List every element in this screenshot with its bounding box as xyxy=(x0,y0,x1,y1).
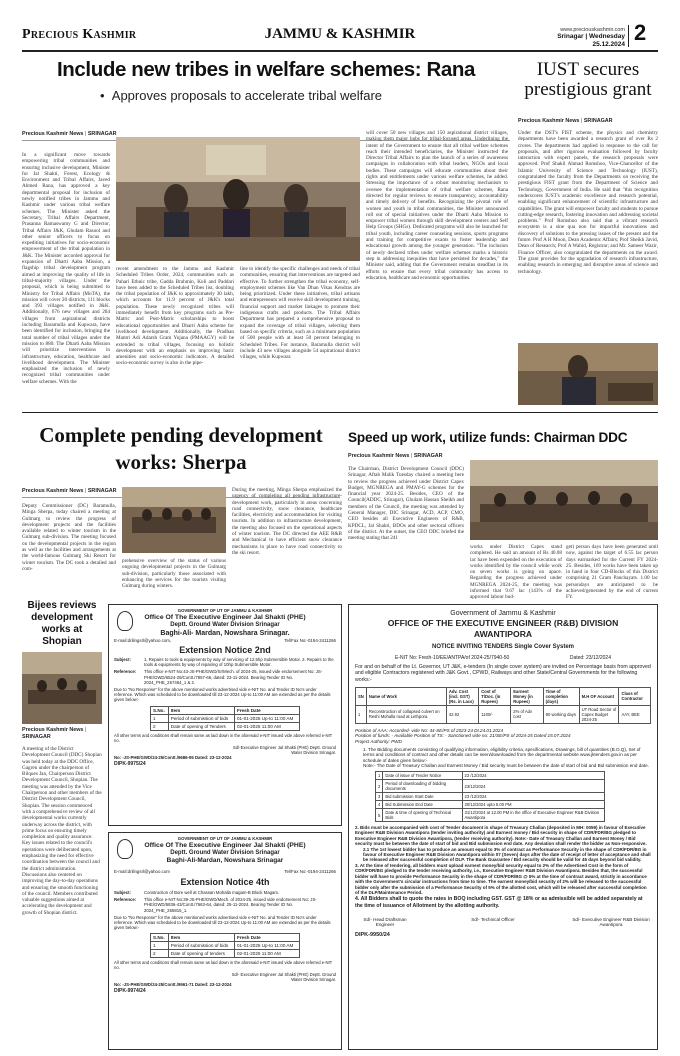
table-cell: 1 xyxy=(151,942,169,950)
meeting-photo-image xyxy=(116,137,360,261)
ad2-email: E-mail:drilingsrl@yahoo.com xyxy=(114,869,170,874)
table-cell: Period of submission of bids xyxy=(168,714,234,722)
byline-city: SRINAGAR xyxy=(583,118,613,124)
ad1-subject-row xyxy=(114,657,336,667)
ad3-enit: E-NIT No: Fresh-10/EE/ANTPA/of 2024-25/7940-50 xyxy=(395,655,510,661)
ad1-subject: 1. Repairs to tools & equipments by way of servicing of 12.5hp Submersible Motor. 2. Repairs to the tools & equipments by way of repairing of 10hp Submersible Motor. xyxy=(144,657,334,668)
table-row xyxy=(376,793,605,801)
ad3-list5: 4. All Bidders shall to quote the rates in BOQ including GST. GST @ 18% or as admissible will be added separately at the time of issuance of Allotment by the allotting authority. xyxy=(355,896,643,909)
ad1-title: Extension Notice 2nd xyxy=(179,645,271,655)
ad3-list2: 2. Bids must be accompanied with cost of Tender document in shape of Treasury Challan (deposited in MH: 0059) in favour of Executive Engineer R&B Division Awantipora (tender inviting authority) and Earnest money / Bid security in shape of CDR/FDR/BG pledged to Executive Engineer R&B Division Awantipora, (tender receiving authority). Note:- Date of Treasury Challan and Earnest Money / Bid security must be between the date of start of bid and Bid submission end date. Any deviation shall render the bidder as Non-responsive. xyxy=(355,825,647,847)
masthead-rule xyxy=(22,50,658,52)
ddc-byline: Precious Kashmir News | SRINAGAR xyxy=(348,453,443,459)
iust-headline: IUST secures prestigious grant xyxy=(524,59,652,100)
ad2-th-item: Item xyxy=(168,934,234,942)
ad1-note2: All other terms and conditions shall remain same as laid down in the aforesaid e-NIT issued vide above referred e-NIT no. xyxy=(114,732,333,743)
ad2-no: No: -JS-PHE/GWD/24-25/Contt./9561-71 Dated: 23-12-2024 xyxy=(114,982,232,988)
sherpa-headline: Complete pending development works: Sherpa xyxy=(39,423,323,474)
table-cell: 23 /12/2024 xyxy=(462,793,605,801)
byline-name: Precious Kashmir News xyxy=(348,453,410,459)
ddc-col2: works under District Capex stand completed. He said an amount of Rs 40.08 lac have been expended on the execution of works identified by the council while work on seven works is going on apace. Regarding the progress achieved under MGNREGA 2024-25, the meeting was informed that 9.67 lac (143% of the approved labour bud- xyxy=(470,544,562,601)
section-title: JAMMU & KASHMIR xyxy=(264,26,416,42)
subhead-bullet-icon: • xyxy=(100,88,112,103)
ad2-tel: Tel/Fax No:-0194-2411266 xyxy=(284,869,336,874)
table-cell: Cost of T/Doc. (in Rupees) xyxy=(479,687,511,705)
ad3-sign2: Sd/- Technical Officer xyxy=(471,916,515,922)
ad3-signatures xyxy=(355,917,651,928)
ad2-reference: This office e-NIT No:39-JS-PHE/GWD/Mech. of 2024-25, issued vide endorsement No: JS-PHE/GWD/5836-43/Contt./7663-64, dated: 25-11-2024. Bearing Tender ID No. 2024_PHE_265815_1. xyxy=(144,897,317,913)
sherpa-byline: Precious Kashmir News | SRINAGAR xyxy=(22,488,117,494)
ad2-subject-label: Subject: xyxy=(114,890,131,895)
lead-subhead xyxy=(100,88,510,103)
page-number: 2 xyxy=(634,20,647,45)
ad2-sign: Sd/- Executive Engineer Jal Shakti (PHE) Deptt. Ground Water Division Srinagar. xyxy=(231,972,336,983)
ad3-pos1: Position of AAA: Accorded- vide No: 44-SE/PS of 2023-24 Dt.24.01.2024 xyxy=(355,727,504,733)
ad1-reference: This office e-NIT No:43-JS-PHE/GWD/Sr/Mech. of 2024-25, issued vide endorsement No: JS-PHE/GWD/6524-29/Contt./7857-66, dated: 23-11-2024. Bearing Tender ID No. 2024_PHE_257464_1 & 2. xyxy=(144,669,323,685)
ad1-note: Due to "No Response" for the above mentioned works advertised vide e-NIT No. and Tender ID No's under reference. Which was scheduled to be downloaded till 23-12-2024 Up-to 11:00 AM are extended as per the details given below:- xyxy=(114,687,331,703)
table-cell: 2 xyxy=(376,780,383,793)
table-cell: 30/12/2024 upto 5.00 PM xyxy=(462,801,605,809)
ad2-subject-row xyxy=(114,890,336,895)
official-portrait-image xyxy=(518,343,658,405)
table-cell: Reconstruction of collapsed culvert on Reshi Mohalla road at Lethpora. xyxy=(366,705,446,723)
ad2-office: Office Of The Executive Engineer Jal Shakti (PHE) xyxy=(144,842,306,849)
ad2-table xyxy=(150,933,300,958)
ad3-list3: 2.1 The 1st lowest bidder has to produce an amount equal to 3% of contract as Performance Security in the shape of CDR/FDR/BG in favour of Executive Engineer R&B Division Awantipora within 07 (Seven) days after the date of receipt of letter of acceptance and shall be released after successful completion of DLP. The Bank Guarantee / Bid security should be valid for 45 days beyond bid validity. xyxy=(363,846,651,863)
table-cell: Name of Work xyxy=(366,687,446,705)
table-cell: 3 xyxy=(376,793,383,801)
ad2-reference-row xyxy=(114,897,336,913)
table-cell: AAY, BEE xyxy=(619,705,651,723)
table-cell: Date of opening of tenders xyxy=(168,950,234,958)
table-cell: 01-01-2025 Up-to 11:00 AM xyxy=(234,714,299,722)
ad2-contact xyxy=(114,869,336,875)
ad1-subject-label: Subject: xyxy=(114,657,131,662)
ddc-headline: Speed up work, utilize funds: Chairman DDC xyxy=(348,430,628,445)
ad1-emblem-icon xyxy=(117,611,133,631)
ad3-intro: For and on behalf of the Lt. Governor, UT J&K, e-tenders (In single cover system) are invited on Percentage basis from approved and eligible Contractors registered with J&K Govt., CPWD, Railways and other State/Central Governments for the following works:- xyxy=(355,664,651,683)
ad1-th-sno: S.No. xyxy=(151,706,169,714)
ad3-notice: NOTICE INVITING TENDERS Single Cover System xyxy=(431,644,575,650)
lead-subhead-text: Approves proposals to accelerate tribal welfare xyxy=(111,88,383,103)
ad1-sign: Sd/-Executive Engineer Jal Shakti (PHE) Deptt. Ground Water Division Srinagar. xyxy=(232,744,336,755)
table-cell: Period of downloading of bidding documents xyxy=(383,780,462,793)
byline-city: SRINAGAR xyxy=(413,453,443,459)
table-cell: 4 xyxy=(376,801,383,809)
ddc-col3: get) person days have been generated until now, against the target of 6.55 lac person days earmarked for the Current FY 2024-25. Besides, 169 works have been taken up in hand in four CD-Blocks of this District comprising 21 Gram Panchayats. 1.00 lac persondays are anticipated to be achieved/generated by the end of current FY. xyxy=(566,544,658,601)
ad3-office: OFFICE OF THE EXECUTIVE ENGINEER (R&B) DIVISION AWANTIPORA xyxy=(387,618,619,639)
table-cell: 1 xyxy=(376,772,383,780)
council-meeting-image xyxy=(470,460,658,540)
ad3-sign1: Sd/- Head Draftsman Engineer xyxy=(363,916,407,928)
ddc-col1: The Chairman, District Development Council (DDC) Srinagar, Aftab Malik Tuesday chaired a meeting here to review the progress achieved under District Capex Budget, MGNREGA and PMAY-G schemes for the financial year 2024-25. Besides, CEO of the Council(ADDC, Srinagar), Ghulam Hassan Sheikh and members of the Council, the meeting was attended by General Manager, DIC Srinagar, ACD, ACP, CMO, CEO besides all Executive Engineers of R&B, KPDCL, Jal Shakti, BDOs and other sectoral officers of the district. At the outset, the CEO DDC briefed the meeting stating that 241 xyxy=(348,466,464,542)
byline-name: Precious Kashmir News xyxy=(22,131,84,137)
tender-ad-jal-shakti-2 xyxy=(108,832,342,1050)
table-cell: Period of submission of bids xyxy=(168,942,234,950)
table-cell: 1 xyxy=(356,705,367,723)
table-cell: Bid Submission End Date xyxy=(383,801,462,809)
ad3-pos3: Project Authority: PWD xyxy=(355,739,402,745)
ad3-note: Note:- The Date of Treasury Challan and Earnest Money / Bid security must be between the date of start of bid and Bid submission end date. xyxy=(363,763,649,769)
table-cell: 02-01-2025 11:00 AM xyxy=(234,722,299,730)
ad3-list1: 1. The Bidding documents consisting of qualifying information, eligibility criteria, specifications, Drawings, bill of quantities (B.O.Q), Set of terms and conditions of contract and other details can be seen/downloaded from the departmental website www.jktenders.gov.in as per schedule of dates given below:- xyxy=(363,746,641,763)
table-row xyxy=(376,780,605,793)
ad2-note2: All other terms and conditions shall remain same as laid down in the aforesaid e-NIT issued vide above referred e-NIT no. xyxy=(114,960,333,971)
table-cell: 90 working days xyxy=(543,705,579,723)
table-header-row xyxy=(151,934,300,942)
tender-ad-jal-shakti-1 xyxy=(108,604,342,826)
lead-col4: will cover 50 new villages and 150 aspirational district villages, making them major hubs for tribal-focused areas. Underlining the intent of the Government to ensure that all tribal welfare schemes reach their intended beneficiaries, the Minister instructed the Director Tribal Affairs to plan the launch of a series of awareness campaigns in collaboration with tribal leaders, NGOs and local bodies. These campaigns will educate communities about their rights and entitlements under various welfare schemes, he added. Stressing the importance of a robust monitoring mechanism to oversee the implementation of tribal welfare schemes, Rana directed for regular reviews to ensure transparency, accountability and timely delivery of benefits. Recognizing the pivotal role of women and youth in tribal communities, the Minister announced roll out of special initiatives under the Dharti Aaba Mission to empower tribal women through skill development centers and Self Help Groups (SHGs). Dedicated programs will also be launched for tribal youth, including career counseling sessions, sports programs and training for competitive exams to foster leadership and educational growth among the younger generation. "The inclusion of newly declared tribes under welfare schemes marks a historic step in addressing inequities that have persisted for decades," the Minister said, adding that the Government remains steadfast in its efforts to ensure that every tribal community has access to education, healthcare and economic opportunities. xyxy=(366,130,508,281)
ad2-th-sno: S.No. xyxy=(151,934,169,942)
table-header-row xyxy=(356,687,651,705)
masthead xyxy=(0,0,680,50)
ad2-emblem-icon xyxy=(117,839,133,859)
bijees-photo xyxy=(22,652,102,724)
table-row xyxy=(356,705,651,723)
lead-col1: In a significant move towards empowering tribal communities and ensuring inclusive development, Minister for Jal Shakti, Forest, Ecology & Environment and Tribal Affairs, Javed Ahmed Rana, has approved a key departmental proposal for inclusion of newly notified tribes in Jammu and Kashmir under various tribal welfare schemes. The Minister asked the Secretary, Tribal Affairs Department, Prasanna Ramaswamy G and Director, Tribal Affairs J&K, Ghulam Rasool and other senior officers to focus on expediting initiatives for socio-economic empowerment of the tribal population in J&K. The Minister accorded approval for expansion of Dharti Aaba Mission, a flagship tribal development program aimed at improving the quality of life in tribal-majority villages. Under the proposal, which is being submitted to Ministry for Tribal Affairs (MoTA), the mission will cover 20 districts, 111 blocks and 393 villages notified in J&K. Additionally, 676 new villages and 204 villages from aspirational districts including Baramulla and Kupwara, have been identified for inclusion, bringing the total number of tribal villages under the mission to 880. The Dharti Aaba Mission will prioritize interventions in infrastructure, education, healthcare and livelihood development. The Minister emphasized the inclusion of newly recognized tribal communities under welfare schemes. With the xyxy=(22,152,110,385)
lead-byline: Precious Kashmir News | SRINAGAR xyxy=(22,131,117,137)
ad1-no: No: -JS-PHE/GWD/24-25/Contt./9686-95 Dated: 23-12-2024 xyxy=(114,754,232,760)
table-cell: Bid submission Start Date xyxy=(383,793,462,801)
bijees-body: A meeting of the District Development Council (DDC) Shopian was held today at the DDC Office, Gagren under the chairperson of Bilques Jan, Chairperson District Development Council, Shopian. The meeting was attended by the Vice Chairperson and other members of the District Development Council, Shopian. The session commenced with a comprehensive review of all developmental works currently underway across the district, with prime focus on ensuring timely completion and quality assurance. Key issues related to the council's operations were deliberated upon, emphasizing the need for effective coordination between the council and the district administration. Discussions also centered on improving the day-to-day operations and ensuring the smooth functioning of the council. Members contributed valuable suggestions aimed at accelerating the development and growth of Shopian district. xyxy=(22,746,102,916)
ad2-govt: GOVERNMENT OF UT OF JAMMU & KASHMIR xyxy=(177,836,273,841)
table-row xyxy=(376,809,605,822)
byline-city: SRINAGAR xyxy=(87,488,117,494)
table-cell: 31/12/2024 at 12.00 PM in the office of Executive Engineer R&B Division Awantipora xyxy=(462,809,605,822)
byline-name: Precious Kashmir News xyxy=(22,488,84,494)
city-day: Srinagar | Wednesday xyxy=(557,33,625,40)
table-cell: 42.92 xyxy=(446,705,478,723)
byline-name: Precious Kashmir News xyxy=(518,118,580,124)
table-cell: 5 xyxy=(376,809,383,822)
table-cell: 1 xyxy=(151,714,169,722)
ad1-tel: Tel/Fax No:-0194-2411266 xyxy=(284,638,336,643)
ad3-govt: Government of Jammu & Kashmir xyxy=(450,610,556,617)
lead-col2: recent amendment to the Jammu and Kashmir Scheduled Tribes Order, 2024, communities such as Pahari Ethnic tribe, Gadda Brahmin, Koli and Paddari have been added to the Scheduled Tribes list, doubling the tribal population of J&K to approximately 30 lakh, which accounts for 11.9 percent of J&K's total population. These newly recognized tribes will immediately benefit from key programs such as Pre-Matric and Post-Matric scholarships to boost educational opportunities and Dharti Aaba scheme for livelihood development. Additionally, the Pradhan Mantri Adi Adarsh Gram Yojana (PMAAGY) will be extended to tribal villages, focusing on holistic development with an emphasis on improving basic amenities and socio-economic indicators. A detailed socio-economic survey is also in the pipe- xyxy=(116,266,234,367)
byline-name: Precious Kashmir News xyxy=(22,727,84,733)
table-cell: 1100/- xyxy=(479,705,511,723)
table-row xyxy=(151,950,300,958)
iust-byline: Precious Kashmir News | SRINAGAR xyxy=(518,118,613,124)
table-row xyxy=(376,772,605,780)
table-cell: Date & time of opening of Technical Bids xyxy=(383,809,462,822)
ad3-enit-row xyxy=(355,655,651,661)
table-cell: 2 xyxy=(151,950,169,958)
table-cell: Adv. Cost (incl. GST) (Rs. in Lacs) xyxy=(446,687,478,705)
table-cell: Date of issue of Tender Notice xyxy=(383,772,462,780)
ad1-reference-row xyxy=(114,669,336,685)
lead-photo xyxy=(116,137,360,261)
sherpa-col1: Deputy Commissioner (DC) Baramulla, Minga Sherpa, today chaired a meeting at Gulmarg to review the progress of development projects and the facilities available related to winter tourism in the Gulmarg sub-division. The meeting focused on the developmental projects in the region as well as the facilities and arrangements at the world-famous Gulmarg Ski Resort for winter tourism. The DC took a detailed and com- xyxy=(22,503,116,572)
ad3-sign3: Sd/- Executive Engineer R&B Division Awantipora xyxy=(572,916,650,928)
table-cell: 01-01-2025 Up-to 11:00 AM xyxy=(234,942,299,950)
ad1-govt: GOVERNMENT OF UT OF JAMMU & KASHMIR xyxy=(177,608,273,613)
table-cell: Earnest Money (in Rupees) xyxy=(511,687,543,705)
table-row xyxy=(151,942,300,950)
ad2-division: Deptt. Ground Water Division Srinagar xyxy=(170,850,280,856)
table-cell: Time of completion (days) xyxy=(543,687,579,705)
lead-bottom-rule xyxy=(22,412,658,413)
bijees-byline: Precious Kashmir News | SRINAGAR xyxy=(22,727,87,740)
table-cell: SN xyxy=(356,687,367,705)
issue-date: 25.12.2024 xyxy=(592,41,625,48)
ddc-shopian-meeting-image xyxy=(22,652,102,724)
brand-name: Precious Kashmir xyxy=(22,27,137,42)
ad3-pos2: Position of funds: - Available Position of TS: - Sanctioned vide no: 21/SE/PS of 2024-25 Dated 15.07.2024 xyxy=(355,733,571,739)
ad1-th-date: Fresh Date xyxy=(234,706,299,714)
ad1-th-item: Item xyxy=(168,706,234,714)
table-row xyxy=(151,714,300,722)
ad1-reference-label: Reference: xyxy=(114,669,137,675)
table-cell: UT Road Sector of Capex Budget 2024-25 xyxy=(579,705,619,723)
sherpa-col2: prehensive overview of the status of various ongoing developmental projects in the Gulmarg sub-division, particularly those associated with enhancing the services for the tourists visiting Gulmarg during winters. xyxy=(122,558,226,590)
table-cell: Class of Contractor xyxy=(619,687,651,705)
ad3-dipk: DIPK-9950/24 xyxy=(355,931,390,938)
bijees-headline: Bijees reviews development works at Shopian xyxy=(27,600,97,647)
ad1-contact xyxy=(114,638,336,644)
website: www.preciouskashmir.com xyxy=(560,27,625,33)
table-cell: 2% of Adv cost xyxy=(511,705,543,723)
ad2-note: Due to "No Response" for the above mentioned works advertised vide e-NIT No. and Tender ID No's under reference. Which was scheduled to be downloaded till 23-12-2024 Up-to 11:00 AM are extended as per the details given below:- xyxy=(114,914,331,931)
byline-city: SRINAGAR xyxy=(22,733,51,740)
lead-col3: line to identify the specific challenges and needs of tribal communities, ensuring that interventions are targeted and effective. To further strengthen the tribal economy, self-employment schemes like Van Dhan Vikas Kendras are being prioritized. Under these initiatives, tribal artisans and entrepreneurs will receive skill development training, financial support and market linkages to promote their indigenous crafts and products. The Tribal Affairs Department has prepared a comprehensive proposal to expand the coverage of tribal villages, selecting them based on specific criteria, such as a minimum population of 500 people with at least 50 percent belonging to Scheduled Tribes. For instance, Baramulla district will include 43 new villages alongside 54 aspirational district villages, while Kupwara xyxy=(240,266,360,361)
byline-city: SRINAGAR xyxy=(87,131,117,137)
ad1-division: Deptt. Ground Water Division Srinagar xyxy=(170,622,280,628)
table-cell: Date of opening of Tenders xyxy=(168,722,234,730)
table-header-row xyxy=(151,706,300,714)
ad2-title: Extension Notice 4th xyxy=(180,877,270,887)
ad2-dipk: DIPK-9974/24 xyxy=(114,988,146,995)
ad3-schedule-table xyxy=(375,771,605,822)
table-row xyxy=(151,722,300,730)
lead-headline: Include new tribes in welfare schemes: Rana xyxy=(56,58,475,81)
ddc-photo xyxy=(470,460,658,540)
meeting-hall-image xyxy=(122,487,226,553)
ad2-th-date: Fresh Date xyxy=(234,934,299,942)
table-cell: 2 xyxy=(151,722,169,730)
ad1-dipk: DIPK-9975/24 xyxy=(114,760,146,767)
iust-photo xyxy=(518,343,658,405)
sherpa-photo xyxy=(122,487,226,553)
table-cell: 02-01-2025 11:00 AM xyxy=(234,950,299,958)
iust-body: Under the DST's FIST scheme, the physics and chemistry departments have been awarded a research grant of over Rs 2 crores. The departments had applied in response to the call for proposals, and after rigorous evaluation followed by faculty interaction with expert panels, the research proposals were approved. Prof Shakil Ahmad Romshoo, Vice-Chancellor of the Islamic University of Science and Technology (IUST), congratulated the faculty from the Departments on receiving the prestigious FIST grant from the Department of Science and Technology, Government of India. He said that "this recognition underscores IUST's academic excellence and research potential, enabling significant enhancement of scientific infrastructure and capabilities. The grant will empower faculty and students to pursue cutting-edge research, fostering innovation and addressing societal problems." Prof Romshoo also said that a vibrant research ecosystem is a sine qua non for impactful innovations and discovery of solutions to the pressing issues of the present and the future. Prof A H Moon, Dean Academic Affairs; Prof Sheikh Javid, Dean of Research; Prof A Wahid, Registrar; and Mr. Sameer Wazir, Finance Officer, also congratulated the departments on the award. The grant provides for the upgradation of research infrastructure, enabling research in emerging and disruptive areas of science and technology. xyxy=(518,130,658,275)
ad1-address: Baghi-Ali- Mardan, Nowshara Srinagar. xyxy=(160,630,290,637)
sherpa-col3: During the meeting, Minga Sherpa emphasized the urgency of completing all pending infrastructure-development work, particularly in areas concerning road connectivity, snow clearance, healthcare facilities, electricity and accommodation for visiting tourists. In addition to infrastructure development, the meeting also focused on the operational aspects of winter tourism. The DC directed the AEE R&B and Mechanical to have efficient snow clearance mechanisms in place to have road connectivity to the ski resort. xyxy=(232,487,342,556)
ad3-list4: 3. At the time of tendering, all bidders must upload earnest money/bid security equal to 2% of the Advertised Cost in the form of CDR/FDR/BG pledged to the tender receiving authority, i.e., Executive Engineer R&B Division Awantipora. Besides that, the successful bidder will have to provide Performance Security in the shape of CDR/FDR/BG @ 5% at the time of contract award, strictly in accordance with the Government's circular instructions from time to time. The earnest money/bid security of 2% will be released to the successful bidder only after the submission of a Performance Security of 5% of the allotted cost, which will be released after successful completion of the DLP/Maintenance Period. xyxy=(355,862,647,895)
ad1-email: E-mail:drilingsrl@yahoo.com, xyxy=(114,638,172,643)
ad1-office: Office Of The Executive Engineer Jal Shakti (PHE) xyxy=(144,614,306,621)
ad3-works-table xyxy=(355,687,651,724)
tender-ad-rnb-awantipora xyxy=(348,604,658,1050)
ad1-table xyxy=(150,706,300,731)
ad2-subject: Construction of Bore well at Chassan Mohalla magam-B Block Magam. xyxy=(144,890,280,895)
table-cell: 23 /12/2024 xyxy=(462,772,605,780)
ad2-reference-label: Reference: xyxy=(114,897,137,903)
ad3-dated: Dated: 23/12/2024 xyxy=(569,655,611,661)
page-number-divider xyxy=(628,25,629,47)
table-row xyxy=(376,801,605,809)
table-cell: M.H OF Account xyxy=(579,687,619,705)
table-cell: 23/12/2024 xyxy=(462,780,605,793)
ad2-address: Baghi-Ali-Mardan, Nowshara Srinagar xyxy=(166,857,284,864)
